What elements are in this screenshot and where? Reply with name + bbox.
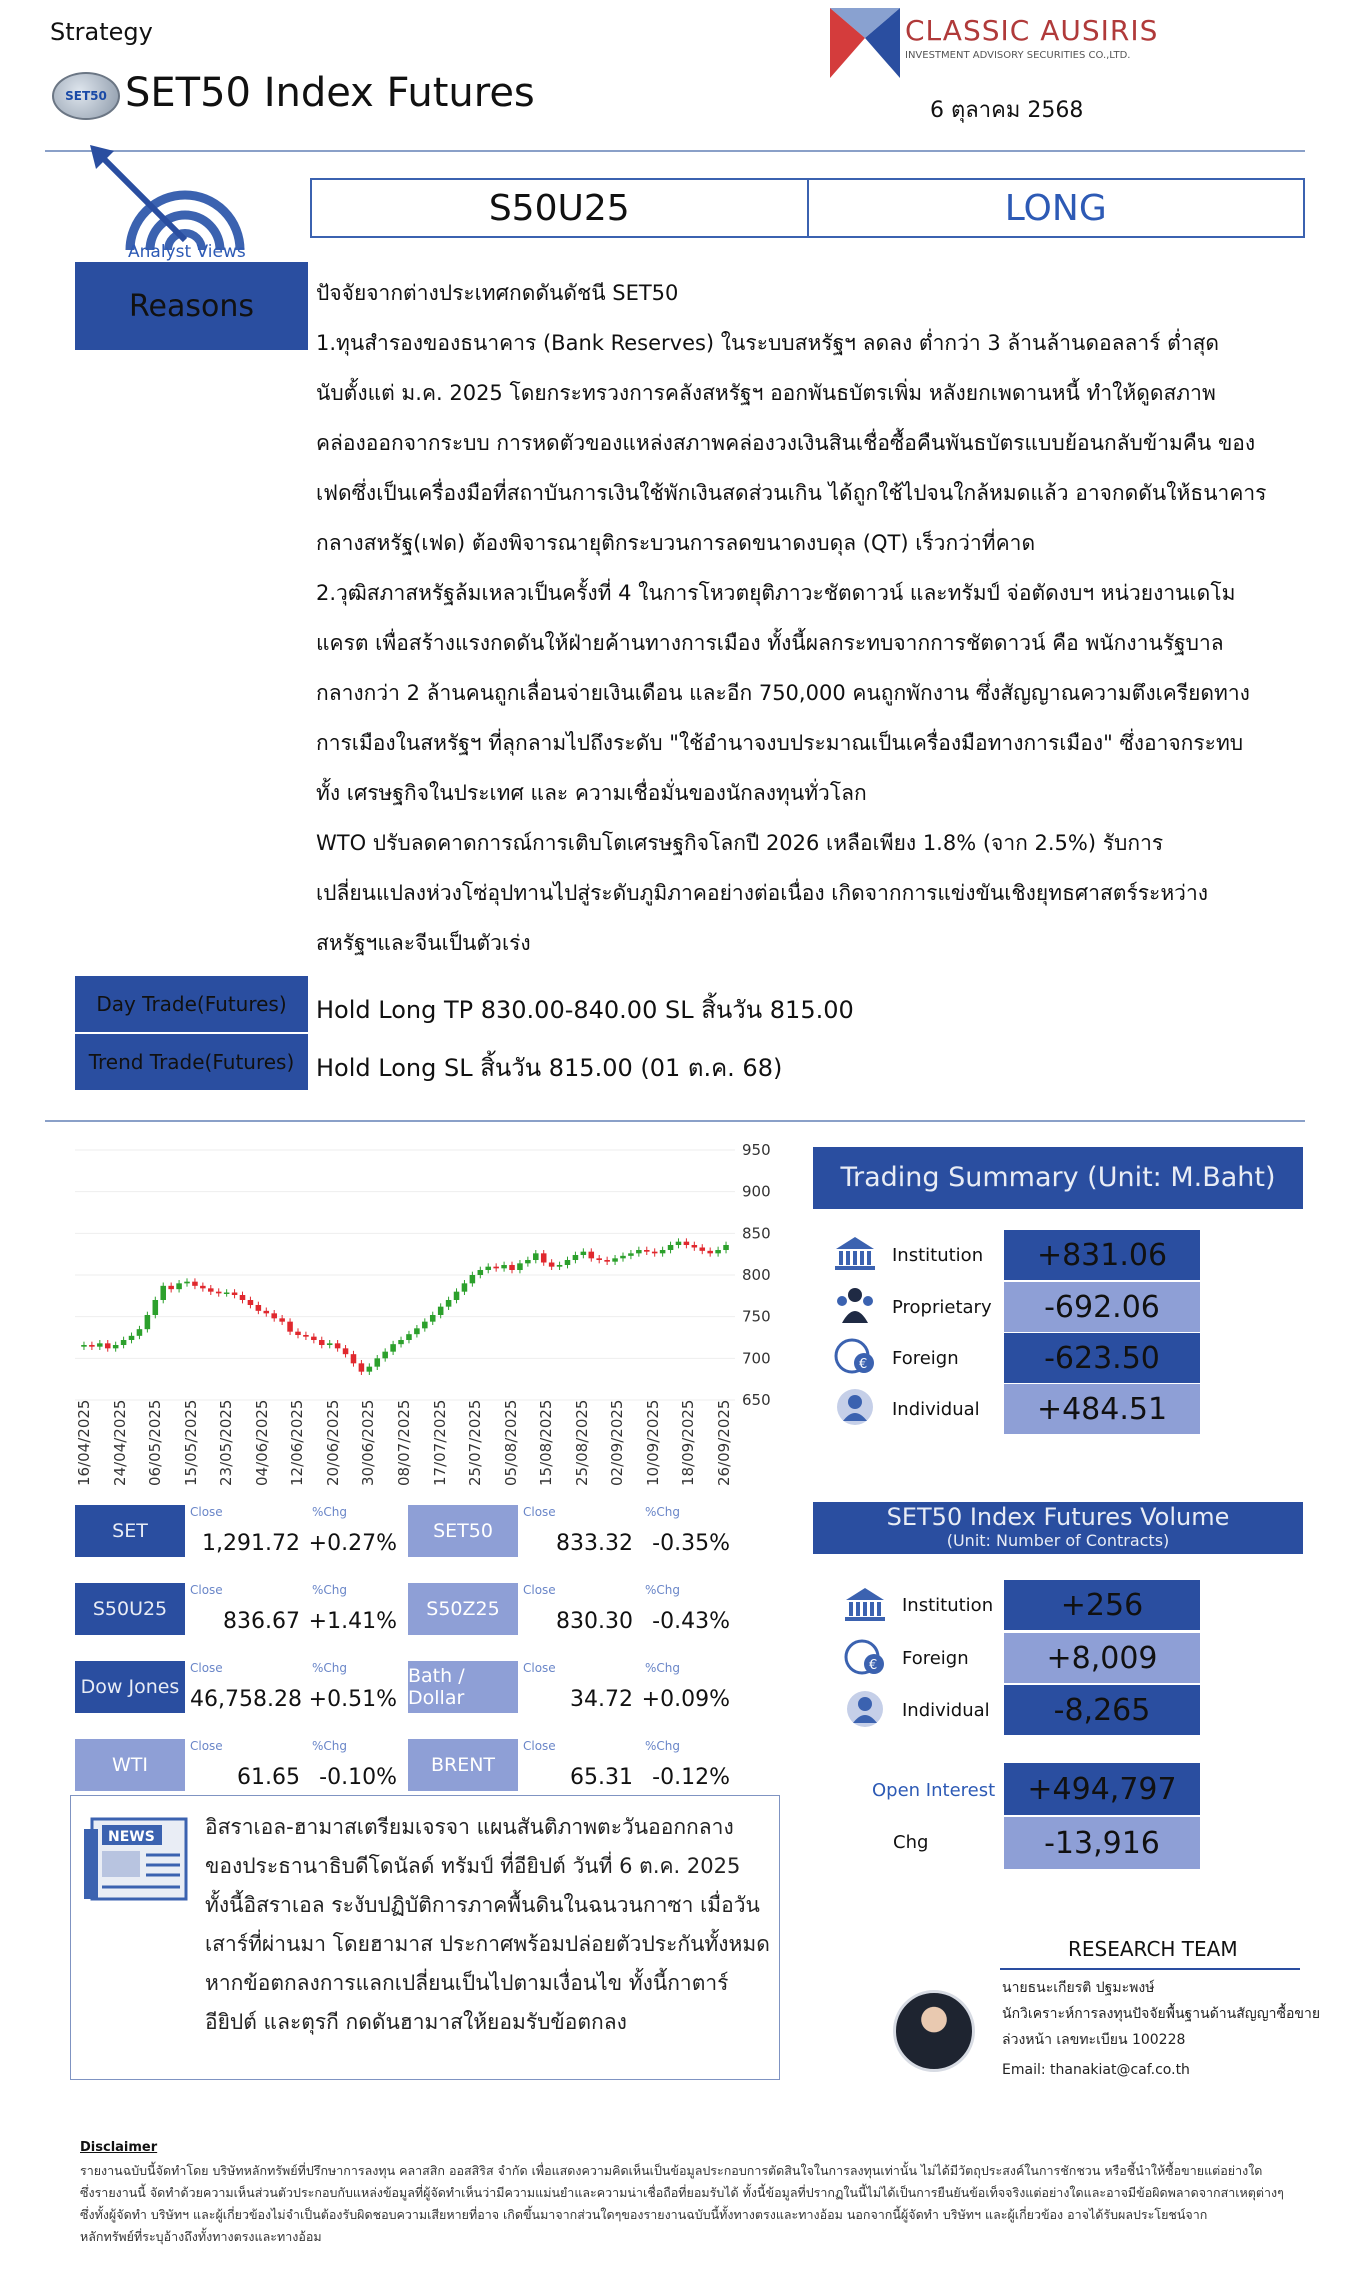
y-tick-label: 700 [742,1349,771,1368]
institution-icon [842,1584,888,1624]
market-tile-name: WTI [75,1739,185,1791]
candle-body [97,1343,103,1346]
volume-label: Institution [902,1595,994,1616]
position-signal: LONG [1004,187,1107,229]
market-chg-label: %Chg [645,1661,681,1675]
research-team-title: RESEARCH TEAM [1068,1937,1238,1961]
y-tick-label: 650 [742,1391,771,1409]
y-tick-label: 800 [742,1266,771,1284]
foreign-icon [842,1637,888,1677]
disclaimer-text [80,2160,1320,2248]
candle-body [184,1282,190,1284]
candle-body [549,1263,555,1267]
candle-body [200,1286,206,1289]
candle-body [129,1336,135,1340]
news-text [205,1808,775,2042]
analyst-info [1002,1975,1322,2083]
market-close-value: 34.72 [570,1687,633,1712]
reason-line: นับตั้งแต่ ม.ค. 2025 โดยกระทรวงการคลังสหรัฐฯ ออกพันธบัตรเพิ่ม หลังยกเพดานหนี้ ทำให้ดูดสภาพ [316,381,1216,405]
reason-line: 2.วุฒิสภาสหรัฐล้มเหลวเป็นครั้งที่ 4 ในการโหวตยุติภาวะชัตดาวน์ และทรัมป์ จ่อตัดงบฯ หน่วยงานเดโม [316,581,1236,605]
report-date: 6 ตุลาคม 2568 [930,98,1084,123]
market-tile-name: Dow Jones [75,1661,185,1713]
reason-line: เปลี่ยนแปลงห่วงโซ่อุปทานไปสู่ระดับภูมิภาคอย่างต่อเนื่อง เกิดจากการแข่งขันเชิงยุทธศาสตร์ระหว่าง [316,881,1208,905]
candle-body [359,1363,365,1371]
trading-summary-label: Individual [892,1399,980,1420]
trading-summary-label: Foreign [892,1348,959,1369]
candle-body [485,1267,491,1270]
candle-body [216,1292,222,1294]
market-close-value: 830.30 [556,1609,633,1634]
candle-body [168,1286,174,1289]
day-trade-label: Day Trade(Futures) [75,976,308,1032]
open-interest-value: +494,797 [1004,1763,1200,1815]
y-tick-label: 750 [742,1307,771,1326]
candle-body [541,1253,547,1262]
candle-body [176,1283,182,1289]
candle-body [660,1250,666,1253]
candle-body [248,1300,254,1305]
x-tick-label: 24/04/2025 [110,1399,129,1486]
x-tick-label: 17/07/2025 [430,1399,449,1486]
market-close-value: 833.32 [556,1531,633,1556]
candle-body [335,1343,341,1348]
disclaimer-line: รายงานฉบับนี้จัดทำโดย บริษัทหลักทรัพย์ที่ปรึกษาการลงทุน คลาสสิก ออสสิริส จำกัด เพื่อแสดงความคิดเห็นเป็นข้อมูลประกอบการตัดสินใจในการลงทุนเท่านั้น ไม่ได้มีวัตถุประสงค์ในการชักชวน หรือชี้นำให้ซื้อขายแต่อย่างใด [80,2163,1263,2178]
candle-body [382,1352,388,1359]
trading-summary-value: -623.50 [1004,1333,1200,1383]
reason-line: แครต เพื่อสร้างแรงกดดันให้ฝ่ายค้านทางการเมือง ทั้งนี้ผลกระทบจากการชัตดาวน์ คือ พนักงานรัฐบาล [316,631,1224,655]
candle-body [723,1245,729,1250]
market-close-value: 836.67 [223,1609,300,1634]
market-chg-value: -0.35% [652,1531,730,1556]
candle-body [692,1245,698,1248]
market-close-label: Close [190,1739,223,1753]
proprietary-icon [832,1285,878,1325]
market-chg-label: %Chg [312,1505,348,1519]
newspaper-icon [82,1815,190,1903]
set50-logo: SET50 [52,72,120,120]
brand-name: CLASSIC AUSIRIS [905,14,1159,47]
market-close-label: Close [523,1739,556,1753]
candle-body [232,1293,238,1296]
candle-body [581,1252,587,1255]
candle-body [565,1260,571,1265]
market-tile-name: S50Z25 [408,1583,518,1635]
trend-trade-label: Trend Trade(Futures) [75,1034,308,1090]
candle-body [374,1358,380,1366]
candle-body [295,1332,301,1335]
candle-body [493,1267,499,1269]
market-chg-label: %Chg [645,1505,681,1519]
x-tick-label: 26/09/2025 [715,1399,733,1486]
analyst-views-label: Analyst Views [128,242,246,262]
candle-body [406,1334,412,1340]
svg-text:€: € [859,1357,868,1372]
news-line: อียิปต์ และตุรกี กดดันฮามาสให้ยอมรับข้อตกลง [205,2010,627,2034]
market-close-label: Close [523,1583,556,1597]
reasons-label: Reasons [75,262,308,350]
market-close-label: Close [190,1583,223,1597]
market-close-label: Close [523,1505,556,1519]
market-close-value: 46,758.28 [190,1687,302,1712]
volume-subtitle: (Unit: Number of Contracts) [946,1531,1170,1550]
x-tick-label: 10/09/2025 [643,1399,662,1486]
disclaimer-line: หลักทรัพย์ที่ระบุอ้างถึงทั้งทางตรงและทางอ้อม [80,2229,322,2244]
volume-label: Foreign [902,1648,969,1669]
disclaimer-line: ซึ่งทั้งผู้จัดทำ บริษัทฯ และผู้เกี่ยวข้องไม่จำเป็นต้องรับผิดชอบความเสียหายที่อาจ เกิดขึ้นมาจากส่วนใดๆของรายงานฉบับนี้ทั้งทางตรงและทางอ้อม นอกจากนี้ผู้จัดทำ บริษัทฯ และผู้เกี่ยวข้อง อาจได้รับผลประโยชน์จาก [80,2207,1208,2222]
x-tick-label: 08/07/2025 [395,1399,413,1486]
market-chg-value: +1.41% [308,1609,397,1634]
market-tile-name: S50U25 [75,1583,185,1635]
candle-body [652,1252,658,1254]
candle-body [636,1250,642,1253]
candle-body [422,1322,428,1329]
institution-icon [832,1233,878,1273]
brand-subtitle: INVESTMENT ADVISORY SECURITIES CO.,LTD. [905,50,1131,61]
divider [45,1120,1305,1122]
candle-body [398,1340,404,1344]
candle-body [137,1329,143,1336]
candle-body [430,1315,436,1322]
volume-value: +256 [1004,1580,1200,1630]
candle-body [478,1270,484,1275]
x-tick-label: 12/06/2025 [288,1399,307,1486]
candle-body [612,1258,618,1261]
news-line: หากข้อตกลงการแลกเปลี่ยนเป็นไปตามเงื่อนไข ทั้งนี้กาตาร์ [205,1971,729,1995]
reason-line: WTO ปรับลดคาดการณ์การเติบโตเศรษฐกิจโลกปี 2026 เหลือเพียง 1.8% (จาก 2.5%) รับการ [316,831,1164,855]
x-tick-label: 30/06/2025 [359,1399,378,1486]
reasons-text [316,268,1306,968]
market-chg-value: -0.43% [652,1609,730,1634]
contract-symbol: S50U25 [312,180,809,236]
x-tick-label: 16/04/2025 [75,1399,93,1486]
candle-body [240,1295,246,1300]
individual-icon [832,1387,878,1427]
y-tick-label: 950 [742,1141,771,1159]
x-tick-label: 04/06/2025 [252,1399,271,1486]
market-chg-label: %Chg [645,1583,681,1597]
candle-body [509,1265,515,1270]
candle-body [707,1251,713,1254]
svg-text:NEWS: NEWS [108,1829,155,1845]
analyst-role: นักวิเคราะห์การลงทุนปัจจัยพื้นฐานด้านสัญญาซื้อขาย [1002,2006,1321,2022]
candle-body [414,1328,420,1334]
candle-body [644,1250,650,1252]
trading-summary-label: Institution [892,1245,984,1266]
x-tick-label: 25/07/2025 [466,1399,485,1486]
market-close-value: 65.31 [570,1765,633,1790]
svg-text:€: € [869,1658,878,1673]
candle-body [311,1337,317,1340]
market-close-value: 61.65 [237,1765,300,1790]
candle-body [113,1345,119,1348]
market-close-label: Close [190,1661,223,1675]
x-tick-label: 23/05/2025 [217,1399,236,1486]
candle-body [208,1288,214,1291]
analyst-email: Email: thanakiat@caf.co.th [1002,2062,1190,2078]
candle-body [684,1242,690,1245]
market-tile-name: SET50 [408,1505,518,1557]
divider [1000,1968,1300,1970]
candle-body [279,1318,285,1321]
candle-body [271,1313,277,1318]
candle-body [517,1263,523,1270]
volume-value: +8,009 [1004,1633,1200,1683]
trading-summary-value: -692.06 [1004,1282,1200,1332]
market-chg-label: %Chg [312,1661,348,1675]
reason-line: ปัจจัยจากต่างประเทศกดดันดัชนี SET50 [316,281,679,305]
candle-body [303,1335,309,1337]
candle-body [525,1260,531,1263]
x-tick-label: 18/09/2025 [679,1399,698,1486]
x-tick-label: 15/05/2025 [181,1399,200,1486]
reason-line: กลางสหรัฐ(เฟด) ต้องพิจารณายุติกระบวนการลดขนาดงบดุล (QT) เร็วกว่าที่คาด [316,531,1036,555]
candle-body [596,1258,602,1260]
chg-label: Chg [893,1832,929,1853]
candle-body [105,1343,111,1348]
candle-body [343,1348,349,1354]
candle-body [620,1256,626,1259]
candle-body [668,1245,674,1250]
market-chg-label: %Chg [312,1583,348,1597]
reason-line: การเมืองในสหรัฐฯ ที่ลุกลามไปถึงระดับ "ใช้อำนาจงบประมาณเป็นเครื่องมือทางการเมือง" ซึ่งอาจกระทบ [316,731,1244,755]
x-tick-label: 15/08/2025 [537,1399,556,1486]
volume-panel-header [813,1502,1303,1554]
candle-body [145,1315,151,1329]
candle-body [446,1300,452,1307]
market-chg-value: +0.09% [641,1687,730,1712]
disclaimer-line: ซึ่งรายงานนี้ จัดทำด้วยความเห็นส่วนตัวประกอบกับแหล่งข้อมูลที่ผู้จัดทำเห็นว่ามีความแม่นยำและความน่าเชื่อถือที่ยอมรับได้ ทั้งนี้ข้อมูลที่ปรากฏในนี้ไม่ได้เป็นการยืนยันข้อเท็จจริงแต่อย่างใดและอาจมีข้อผิดพลาดจากสาเหตุต่างๆ [80,2185,1284,2200]
x-tick-label: 06/05/2025 [146,1399,165,1486]
market-chg-value: +0.51% [308,1687,397,1712]
reason-line: คล่องออกจากระบบ การหดตัวของแหล่งสภาพคล่องวงเงินสินเชื่อซื้อคืนพันธบัตรแบบย้อนกลับข้ามคืน ของ [316,431,1256,455]
candle-body [454,1292,460,1300]
section-label: Strategy [50,18,153,46]
market-close-value: 1,291.72 [202,1531,300,1556]
candle-body [470,1275,476,1283]
candle-body [121,1340,127,1345]
market-chg-label: %Chg [645,1739,681,1753]
signal-box [310,178,1305,238]
trend-trade-value: Hold Long SL สิ้นวัน 815.00 (01 ต.ค. 68) [316,1054,783,1082]
candle-body [264,1311,270,1314]
volume-value: -8,265 [1004,1685,1200,1735]
candle-body [89,1345,95,1347]
candle-body [462,1283,468,1291]
volume-title: SET50 Index Futures Volume [886,1503,1230,1531]
reason-line: สหรัฐฯและจีนเป็นตัวเร่ง [316,931,531,955]
market-tile-name: SET [75,1505,185,1557]
analyst-avatar [893,1990,975,2072]
chg-value: -13,916 [1004,1817,1200,1869]
day-trade-value: Hold Long TP 830.00-840.00 SL สิ้นวัน 815.00 [316,996,854,1024]
candle-body [501,1265,507,1268]
individual-icon [842,1689,888,1729]
y-tick-label: 850 [742,1224,771,1243]
candle-body [715,1250,721,1253]
candle-body [160,1286,166,1300]
market-close-label: Close [523,1661,556,1675]
candle-body [589,1252,595,1259]
candle-body [153,1300,159,1315]
news-line: เสาร์ที่ผ่านมา โดยฮามาส ประกาศพร้อมปล่อยตัวประกันทั้งหมด [205,1932,770,1956]
reason-line: เฟดซึ่งเป็นเครื่องมือที่สถาบันการเงินใช้พักเงินสดส่วนเกิน ได้ถูกใช้ไปจนใกล้หมดแล้ว อาจกดดันให้ธนาคาร [316,481,1267,505]
candle-body [628,1253,634,1256]
analyst-name: นายธนะเกียรติ ปฐมะพงษ์ [1002,1980,1155,1996]
market-tile-name: BRENT [408,1739,518,1791]
candle-body [676,1242,682,1245]
news-line: อิสราเอล-ฮามาสเตรียมเจรจา แผนสันติภาพตะวันออกกลาง [205,1815,734,1839]
analyst-license: ล่วงหน้า เลขทะเบียน 100228 [1002,2032,1186,2048]
candle-body [319,1340,325,1345]
candle-body [256,1305,262,1311]
market-tile-name: Bath / Dollar [408,1661,518,1713]
candle-body [573,1255,579,1260]
target-icon [90,145,270,255]
chart-x-axis [75,1400,735,1490]
news-line: ของประธานาธิบดีโดนัลด์ ทรัมป์ ที่อียิปต์ วันที่ 6 ต.ค. 2025 [205,1854,741,1878]
reason-line: ทั้ง เศรษฐกิจในประเทศ และ ความเชื่อมั่นของนักลงทุนทั่วโลก [316,781,867,805]
open-interest-label: Open Interest [872,1780,996,1801]
candle-body [699,1248,705,1251]
candle-body [604,1260,610,1262]
candle-body [192,1282,198,1286]
reason-line: 1.ทุนสำรองของธนาคาร (Bank Reserves) ในระบบสหรัฐฯ ลดลง ต่ำกว่า 3 ล้านล้านดอลลาร์ ต่ำสุด [316,331,1220,355]
market-close-label: Close [190,1505,223,1519]
y-tick-label: 900 [742,1182,771,1201]
trading-summary-value: +484.51 [1004,1384,1200,1434]
candle-body [287,1322,293,1332]
trading-summary-title: Trading Summary (Unit: M.Baht) [813,1147,1303,1209]
candle-body [390,1344,396,1352]
candle-body [438,1307,444,1315]
market-chg-value: +0.27% [308,1531,397,1556]
x-tick-label: 25/08/2025 [572,1399,591,1486]
candle-body [81,1345,87,1347]
candle-body [367,1367,373,1372]
candle-body [327,1343,333,1345]
market-chg-value: -0.12% [652,1765,730,1790]
market-chg-value: -0.10% [319,1765,397,1790]
news-line: ทั้งนี้อิสราเอล ระงับปฏิบัติการภาคพื้นดินในฉนวนกาซา เมื่อวัน [205,1893,760,1917]
volume-label: Individual [902,1700,990,1721]
disclaimer-title: Disclaimer [80,2140,158,2155]
candle-body [533,1253,539,1260]
trading-summary-label: Proprietary [892,1297,992,1318]
reason-line: กลางกว่า 2 ล้านคนถูกเลื่อนจ่ายเงินเดือน และอีก 750,000 คนถูกพักงาน ซึ่งสัญญาณความตึงเครียดทาง [316,681,1250,705]
page-title: SET50 Index Futures [125,70,535,116]
brand-logo-icon [830,8,900,78]
candle-body [351,1354,357,1363]
candle-body [224,1293,230,1295]
x-tick-label: 05/08/2025 [501,1399,520,1486]
x-tick-label: 02/09/2025 [608,1399,627,1486]
trading-summary-value: +831.06 [1004,1230,1200,1280]
foreign-icon [832,1336,878,1376]
x-tick-label: 20/06/2025 [323,1399,342,1486]
market-chg-label: %Chg [312,1739,348,1753]
candle-body [557,1265,563,1267]
